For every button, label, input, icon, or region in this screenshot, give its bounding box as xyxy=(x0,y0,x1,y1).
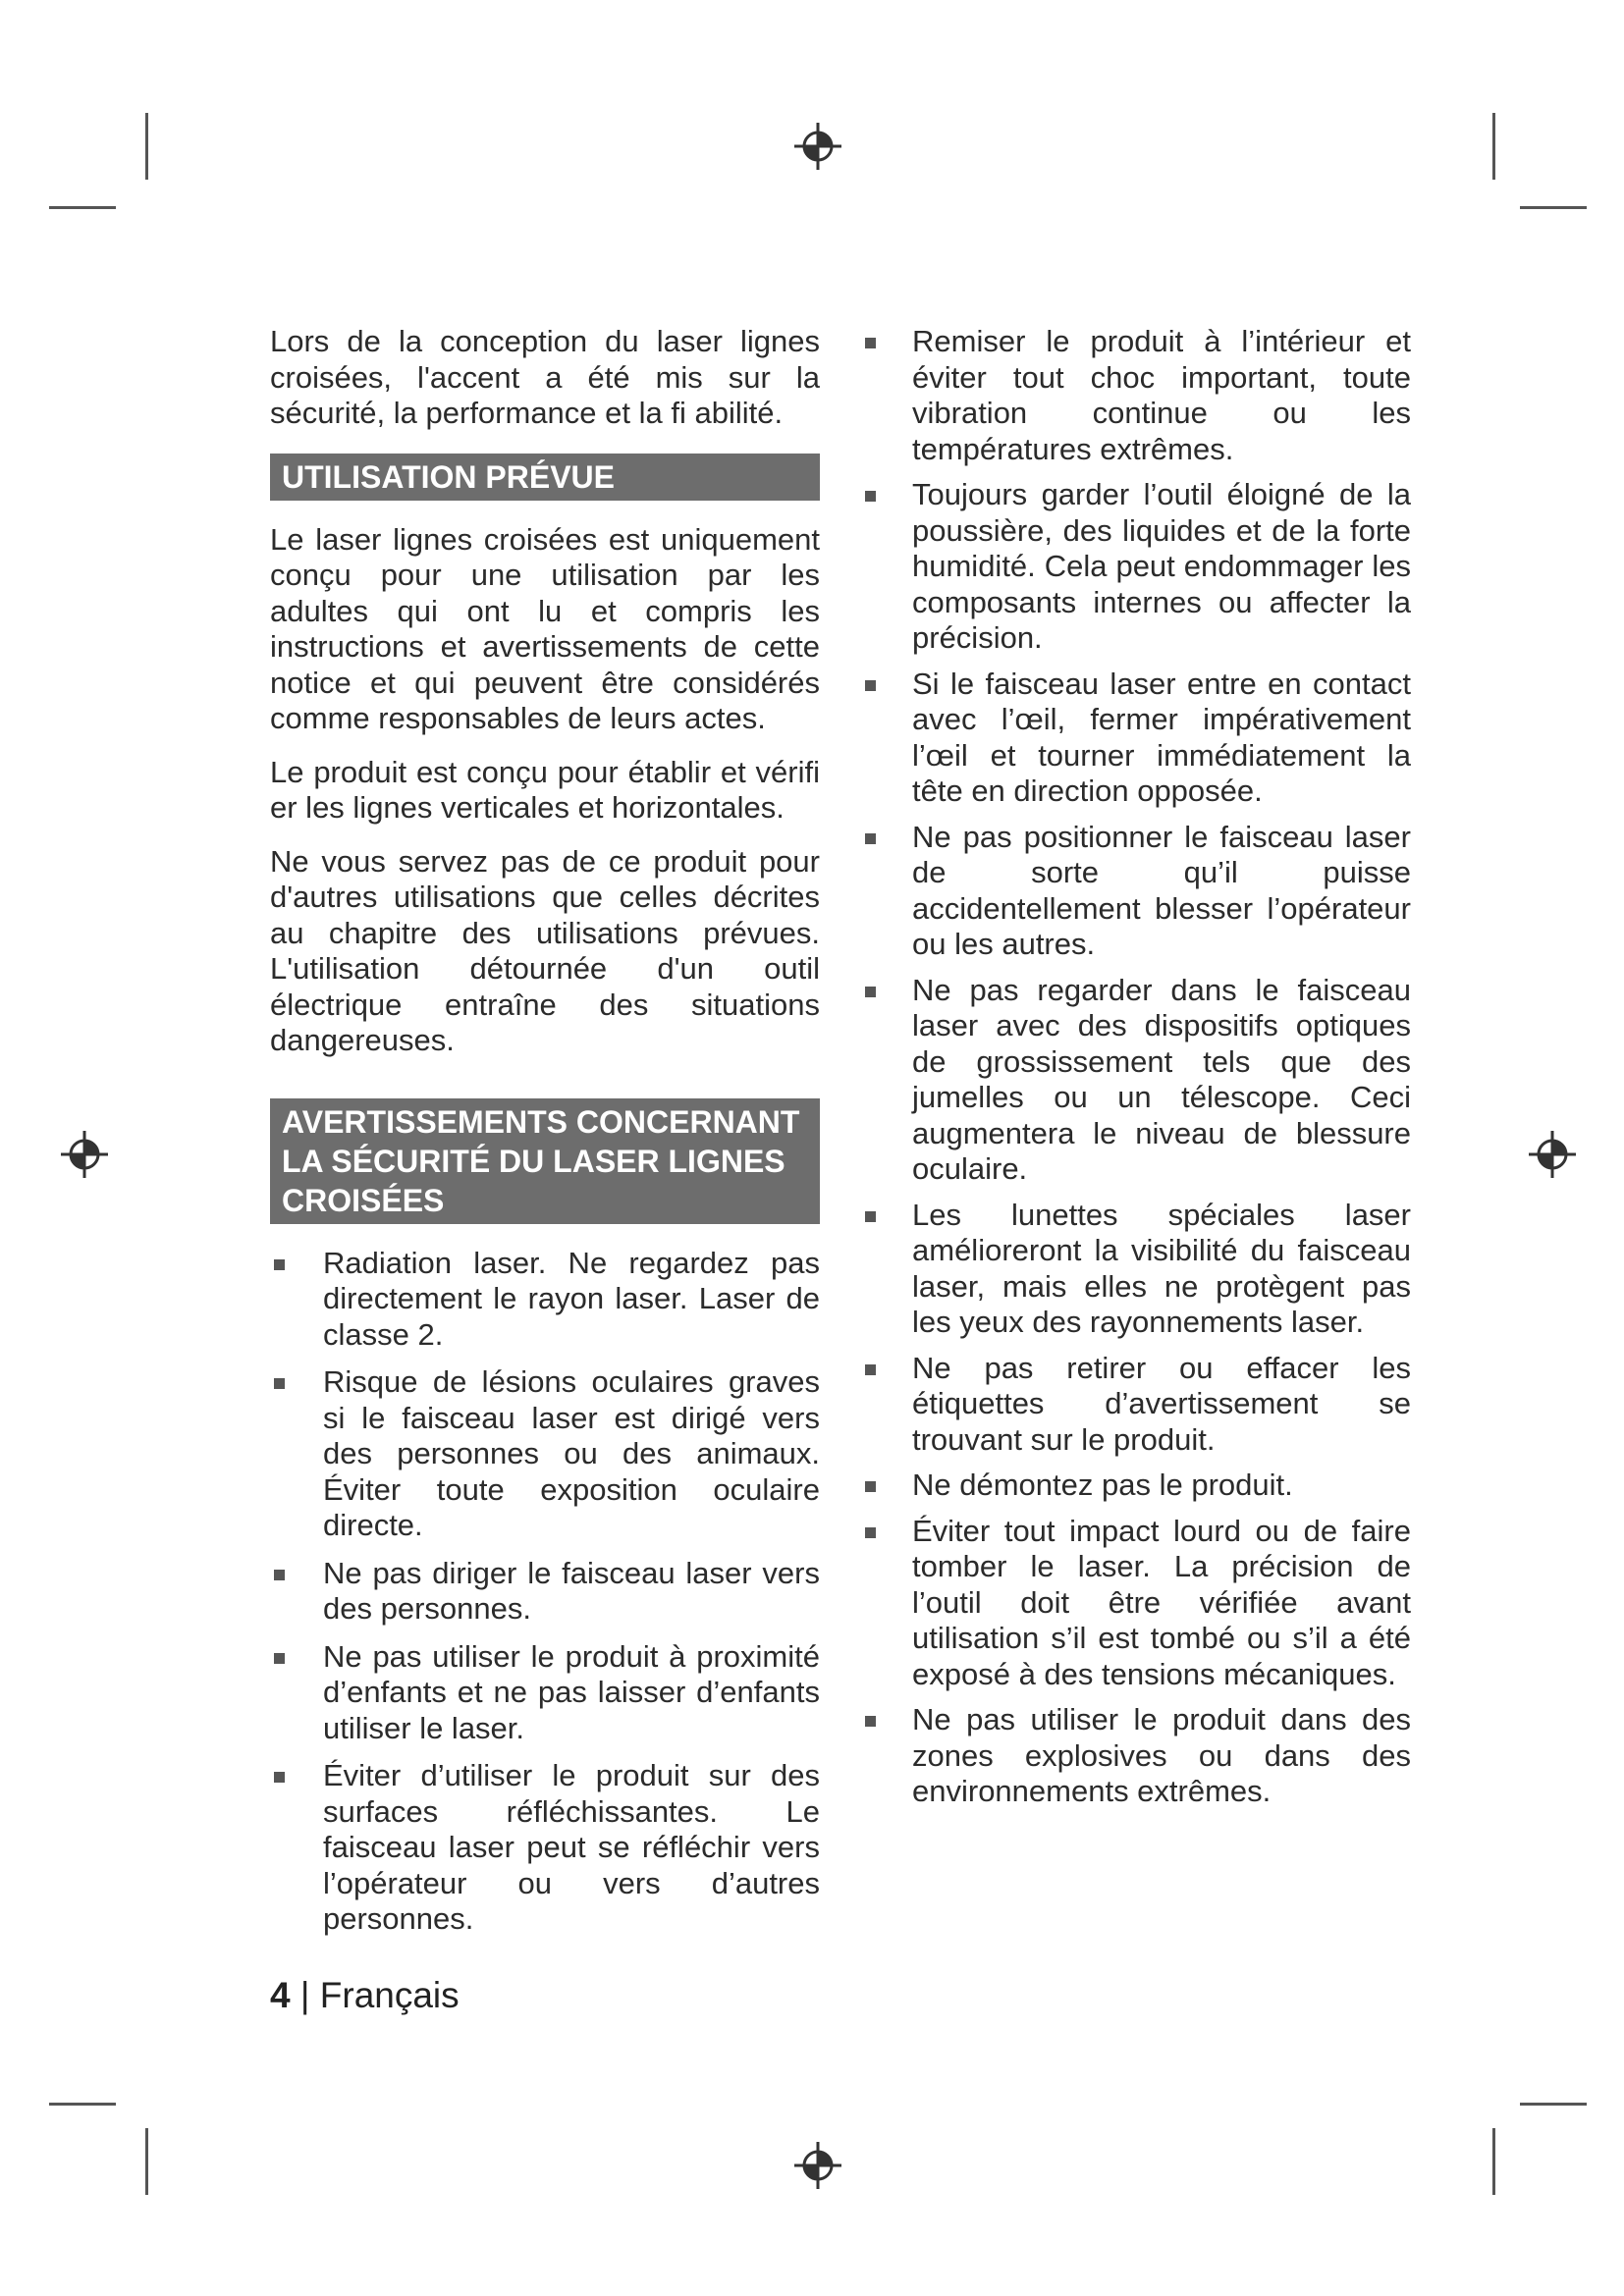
list-item-text: Radiation laser. Ne regardez pas directement le rayon laser. Laser de classe 2. xyxy=(323,1245,820,1352)
section-heading-intended-use: UTILISATION PRÉVUE xyxy=(270,454,820,501)
list-item-text: Ne pas utiliser le produit à proximité d’enfants et ne pas laisser d’enfants utiliser le laser. xyxy=(323,1638,820,1745)
square-bullet-icon xyxy=(865,1716,876,1727)
registration-mark-icon xyxy=(1527,1129,1578,1180)
list-item-text: Ne pas utiliser le produit dans des zones explosives ou dans des environnements extrêmes. xyxy=(912,1702,1411,1808)
list-item xyxy=(861,1514,1411,1693)
warnings-list xyxy=(270,1246,820,1938)
square-bullet-icon xyxy=(865,833,876,844)
square-bullet-icon xyxy=(274,1259,285,1270)
section-heading-warnings: AVERTISSEMENTS CONCERNANT LA SÉCURITÉ DU LASER LIGNES CROISÉES xyxy=(270,1098,820,1224)
square-bullet-icon xyxy=(865,1364,876,1375)
warnings-list-continued xyxy=(861,324,1411,1810)
square-bullet-icon xyxy=(865,680,876,691)
right-column xyxy=(861,324,1411,1820)
footer-language: Français xyxy=(319,1975,460,2015)
page-number: 4 xyxy=(270,1975,291,2015)
square-bullet-icon xyxy=(865,987,876,997)
square-bullet-icon xyxy=(865,1211,876,1222)
square-bullet-icon xyxy=(274,1653,285,1664)
square-bullet-icon xyxy=(274,1570,285,1580)
square-bullet-icon xyxy=(274,1772,285,1783)
crop-mark-top-right-horizontal xyxy=(1520,206,1587,209)
list-item-text: Ne pas positionner le faisceau laser de sorte qu’il puisse accidentellement blesser l’opérateur ou les autres. xyxy=(912,819,1411,961)
list-item xyxy=(861,973,1411,1188)
list-item xyxy=(270,1758,820,1938)
crop-mark-bottom-left-vertical xyxy=(145,2128,148,2195)
crop-mark-bottom-right-vertical xyxy=(1492,2128,1495,2195)
list-item-text: Éviter d’utiliser le produit sur des surfaces réfléchissantes. Le faisceau laser peut se réfléchir vers l’opérateur ou vers d’autres personnes. xyxy=(323,1758,820,1936)
square-bullet-icon xyxy=(274,1378,285,1389)
crop-mark-top-left-horizontal xyxy=(49,206,116,209)
page-footer xyxy=(270,1975,460,2016)
list-item-text: Ne pas retirer ou effacer les étiquettes d’avertissement se trouvant sur le produit. xyxy=(912,1350,1411,1457)
intended-use-paragraph: Le produit est conçu pour établir et vérifi er les lignes verticales et horizontales. xyxy=(270,754,820,825)
intended-use-paragraph: Ne vous servez pas de ce produit pour d'autres utilisations que celles décrites au chapitre des utilisations prévues. L'utilisation détournée d'un outil électrique entraîne des situations dangereuses. xyxy=(270,843,820,1057)
registration-mark-icon xyxy=(59,1129,110,1180)
footer-separator: | xyxy=(299,1975,310,2015)
list-item xyxy=(861,477,1411,657)
list-item xyxy=(270,1639,820,1747)
list-item xyxy=(861,820,1411,963)
list-item xyxy=(270,1364,820,1544)
registration-mark-icon xyxy=(792,121,843,172)
list-item xyxy=(861,1468,1411,1504)
list-item-text: Ne pas regarder dans le faisceau laser avec des dispositifs optiques de grossissement tels que des jumelles ou un télescope. Ceci augmentera le niveau de blessure oculaire. xyxy=(912,972,1411,1186)
list-item xyxy=(861,324,1411,467)
list-item-text: Toujours garder l’outil éloigné de la poussière, des liquides et de la forte humidité. Cela peut endommager les composants internes ou affecter la précision. xyxy=(912,477,1411,655)
list-item-text: Ne démontez pas le produit. xyxy=(912,1468,1293,1502)
list-item xyxy=(861,1351,1411,1459)
list-item xyxy=(861,1198,1411,1341)
list-item xyxy=(270,1556,820,1628)
crop-mark-bottom-left-horizontal xyxy=(49,2103,116,2106)
square-bullet-icon xyxy=(865,1527,876,1538)
crop-mark-top-left-vertical xyxy=(145,113,148,180)
square-bullet-icon xyxy=(865,491,876,502)
list-item xyxy=(861,1702,1411,1810)
square-bullet-icon xyxy=(865,1481,876,1492)
square-bullet-icon xyxy=(865,338,876,348)
list-item-text: Risque de lésions oculaires graves si le faisceau laser est dirigé vers des personnes ou des animaux. Éviter toute exposition oculaire directe. xyxy=(323,1364,820,1542)
list-item-text: Remiser le produit à l’intérieur et éviter tout choc important, toute vibration continue ou les températures extrêmes. xyxy=(912,324,1411,466)
crop-mark-bottom-right-horizontal xyxy=(1520,2103,1587,2106)
list-item-text: Éviter tout impact lourd ou de faire tomber le laser. La précision de l’outil doit être vérifiée avant utilisation s’il est tombé ou s’il a été exposé à des tensions mécaniques. xyxy=(912,1513,1411,1691)
list-item-text: Ne pas diriger le faisceau laser vers des personnes. xyxy=(323,1555,820,1626)
left-column xyxy=(270,324,820,1949)
intro-paragraph: Lors de la conception du laser lignes croisées, l'accent a été mis sur la sécurité, la performance et la fi abilité. xyxy=(270,324,820,430)
list-item-text: Les lunettes spéciales laser amélioreront la visibilité du faisceau laser, mais elles ne protègent pas les yeux des rayonnements laser. xyxy=(912,1197,1411,1339)
list-item xyxy=(861,667,1411,810)
list-item-text: Si le faisceau laser entre en contact avec l’œil, fermer impérativement l’œil et tourner immédiatement la tête en direction opposée. xyxy=(912,666,1411,808)
crop-mark-top-right-vertical xyxy=(1492,113,1495,180)
intended-use-paragraph: Le laser lignes croisées est uniquement conçu pour une utilisation par les adultes qui ont lu et compris les instructions et avertissements de cette notice et qui peuvent être considérés comme responsables de leurs actes. xyxy=(270,521,820,735)
list-item xyxy=(270,1246,820,1354)
registration-mark-icon xyxy=(792,2140,843,2191)
